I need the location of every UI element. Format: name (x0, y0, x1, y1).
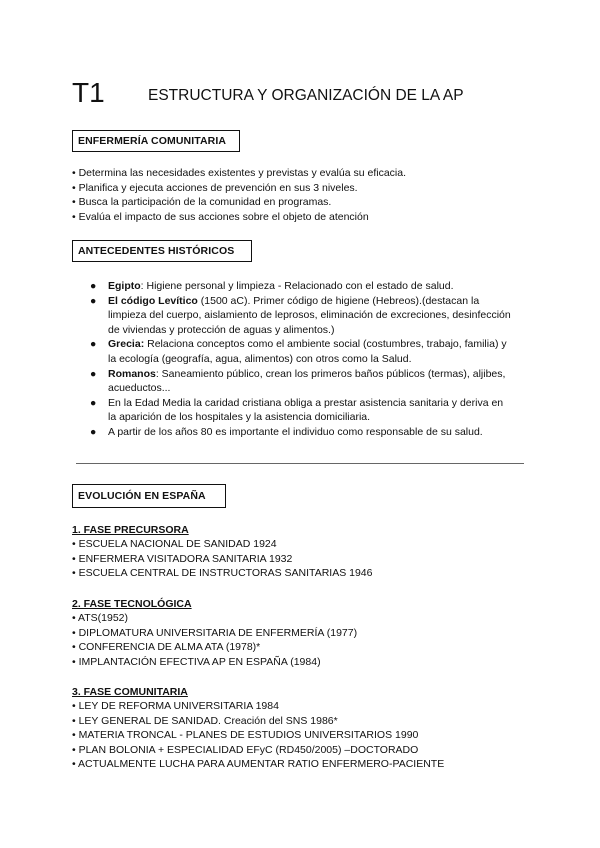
list-item-text: (1500 aC). Primer código de higiene (Hebreos).(destacan la limpieza del cuerpo, aislamiento de leprosos, eliminación de excreciones, desinfección de viviendas y protección de aguas y alimentos.) (108, 294, 511, 336)
list-item (90, 367, 512, 396)
section-heading-community (72, 130, 240, 152)
section-heading-label: ENFERMERÍA COMUNITARIA (78, 135, 227, 147)
list-item: • DIPLOMATURA UNIVERSITARIA DE ENFERMERÍA (1977) (72, 626, 358, 639)
list-item: • ACTUALMENTE LUCHA PARA AUMENTAR RATIO ENFERMERO-PACIENTE (72, 758, 445, 771)
section-divider (76, 463, 524, 464)
phase-title: 1. FASE PRECURSORA (72, 524, 189, 536)
list-item: • ESCUELA CENTRAL DE INSTRUCTORAS SANITARIAS 1946 (72, 567, 373, 580)
list-item-text: En la Edad Media la caridad cristiana obliga a prestar asistencia sanitaria y deriva en la aparición de los hospitales y la asistencia domiciliaria. (108, 396, 504, 424)
section-heading-label: EVOLUCIÓN EN ESPAÑA (78, 490, 206, 502)
list-item-text: Relaciona conceptos como el ambiente social (costumbres, trabajo, familia) y la ecología (geografía, agua, alimentos) con otros como la Salud. (108, 338, 507, 365)
section-heading-label: ANTECEDENTES HISTÓRICOS (78, 245, 235, 257)
list-item: • Determina las necesidades existentes y previstas y evalúa su eficacia. (72, 167, 407, 179)
list-item: • MATERIA TRONCAL - PLANES DE ESTUDIOS UNIVERSITARIOS 1990 (72, 729, 419, 742)
list-item-term: Romanos (108, 367, 156, 380)
list-item (90, 279, 512, 294)
section-heading-spain (72, 484, 226, 508)
list-item (90, 425, 512, 440)
page-title: ESTRUCTURA Y ORGANIZACIÓN DE LA AP (148, 87, 464, 104)
phase-title: 3. FASE COMUNITARIA (72, 686, 188, 698)
list-item (90, 294, 512, 338)
list-item: • LEY DE REFORMA UNIVERSITARIA 1984 (72, 700, 279, 712)
list-item-text: A partir de los años 80 es importante el individuo como responsable de su salud. (108, 425, 483, 438)
list-item: • Evalúa el impacto de sus acciones sobre el objeto de atención (72, 210, 369, 223)
topic-code: T1 (72, 77, 105, 108)
list-item-text: : Saneamiento público, crean los primeros baños públicos (termas), aljibes, acueductos... (108, 367, 506, 395)
community-list (72, 166, 532, 224)
list-item: • ATS(1952) (72, 612, 129, 624)
history-list (90, 279, 512, 440)
bullet-icon: ● (90, 338, 97, 351)
list-item (90, 396, 512, 425)
bullet-icon: ● (90, 280, 97, 292)
bullet-icon: ● (90, 396, 97, 409)
bullet-icon: ● (90, 367, 97, 380)
bullet-icon: ● (90, 294, 97, 307)
list-item (90, 337, 512, 366)
list-item: • Busca la participación de la comunidad en programas. (72, 196, 332, 209)
bullet-icon: ● (90, 425, 97, 438)
phase-list (72, 611, 532, 669)
list-item-text: : Higiene personal y limpieza - Relacionado con el estado de salud. (140, 280, 454, 292)
list-item: • LEY GENERAL DE SANIDAD. Creación del SNS 1986* (72, 714, 338, 727)
list-item: • ENFERMERA VISITADORA SANITARIA 1932 (72, 552, 293, 565)
list-item: • ESCUELA NACIONAL DE SANIDAD 1924 (72, 538, 277, 550)
section-heading-history (72, 240, 252, 262)
list-item-term: Egipto (108, 280, 141, 292)
list-item-term: Grecia: (108, 338, 145, 351)
list-item: • Planifica y ejecuta acciones de prevención en sus 3 niveles. (72, 181, 358, 194)
phase-title: 2. FASE TECNOLÓGICA (72, 598, 192, 610)
phase-list (72, 537, 532, 581)
list-item-term: El código Levítico (108, 294, 198, 307)
list-item: • PLAN BOLONIA + ESPECIALIDAD EFyC (RD450/2005) –DOCTORADO (72, 743, 419, 756)
list-item: • IMPLANTACIÓN EFECTIVA AP EN ESPAÑA (1984) (72, 655, 321, 668)
phase-list (72, 699, 532, 772)
list-item: • CONFERENCIA DE ALMA ATA (1978)* (72, 641, 261, 654)
